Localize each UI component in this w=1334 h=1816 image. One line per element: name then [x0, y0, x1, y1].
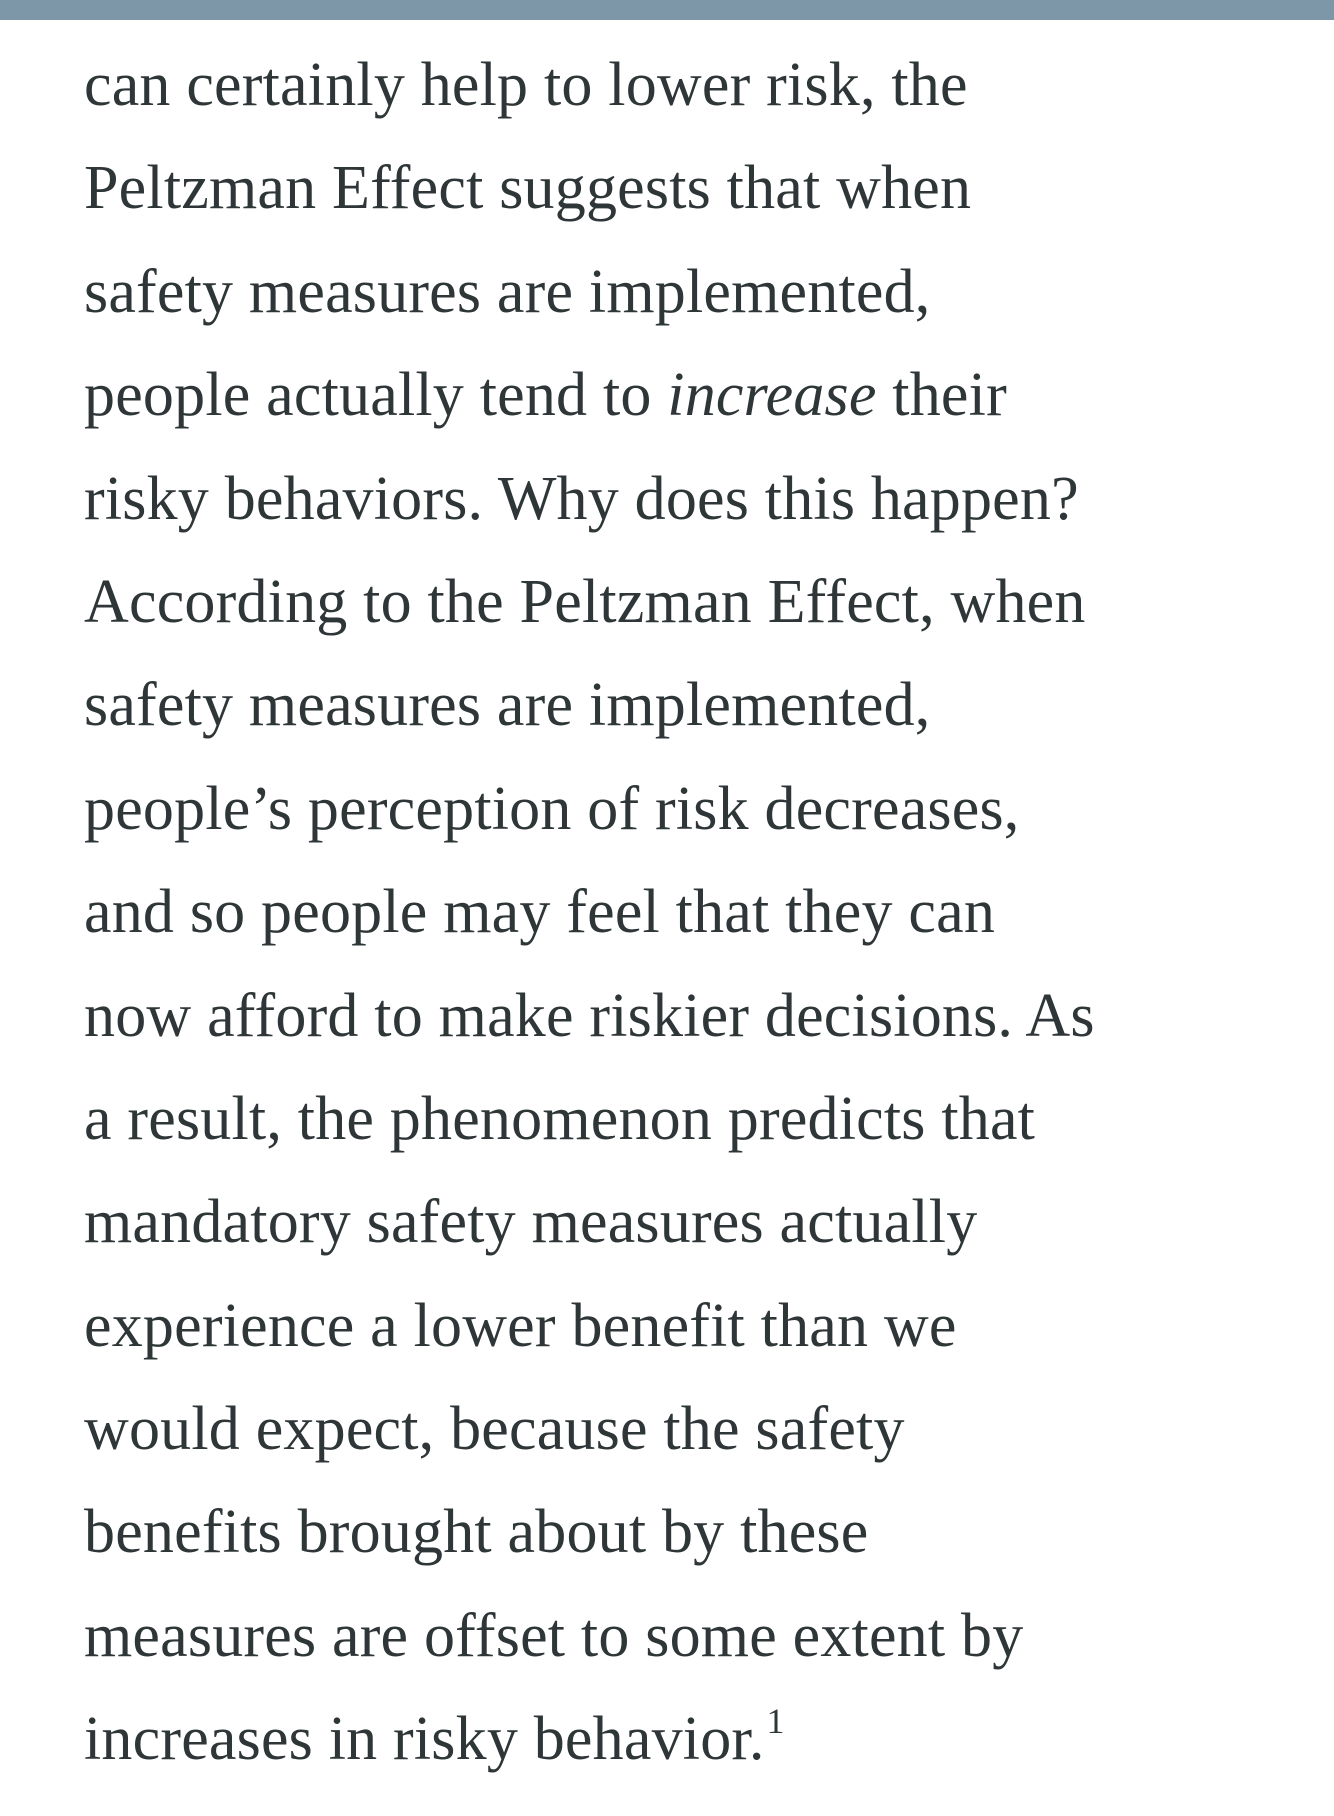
article-line: Peltzman Effect suggests that when [84, 154, 972, 223]
article-line: safety measures are implemented, [84, 671, 931, 740]
article-line: now afford to make riskier decisions. As [84, 981, 1095, 1050]
article-line: safety measures are implemented, [84, 257, 931, 326]
footnote-reference[interactable]: 1 [766, 1701, 785, 1742]
article-line-with-emphasis [84, 344, 1284, 447]
article-line: a result, the phenomenon predicts that [84, 1084, 1036, 1153]
article-body [84, 34, 1284, 1792]
emphasis-text: increase [667, 361, 877, 430]
article-line: According to the Peltzman Effect, when [84, 567, 1086, 636]
final-line-text: increases in risky behavior. [84, 1705, 765, 1774]
line-text-after-emphasis: their [876, 361, 1007, 430]
article-line: risky behaviors. Why does this happen? [84, 464, 1079, 533]
line-text-before-emphasis: people actually tend to [84, 361, 668, 430]
article-line: can certainly help to lower risk, the [84, 51, 968, 119]
article-final-line [84, 1688, 1284, 1791]
article-line: and so people may feel that they can [84, 878, 996, 947]
article-line: measures are offset to some extent by [84, 1601, 1024, 1670]
top-accent-bar [0, 0, 1334, 20]
article-line: experience a lower benefit than we [84, 1291, 957, 1360]
article-line: would expect, because the safety [84, 1395, 905, 1464]
article-line: people’s perception of risk decreases, [84, 774, 1020, 843]
article-line: mandatory safety measures actually [84, 1188, 978, 1257]
article-line: benefits brought about by these [84, 1498, 869, 1567]
